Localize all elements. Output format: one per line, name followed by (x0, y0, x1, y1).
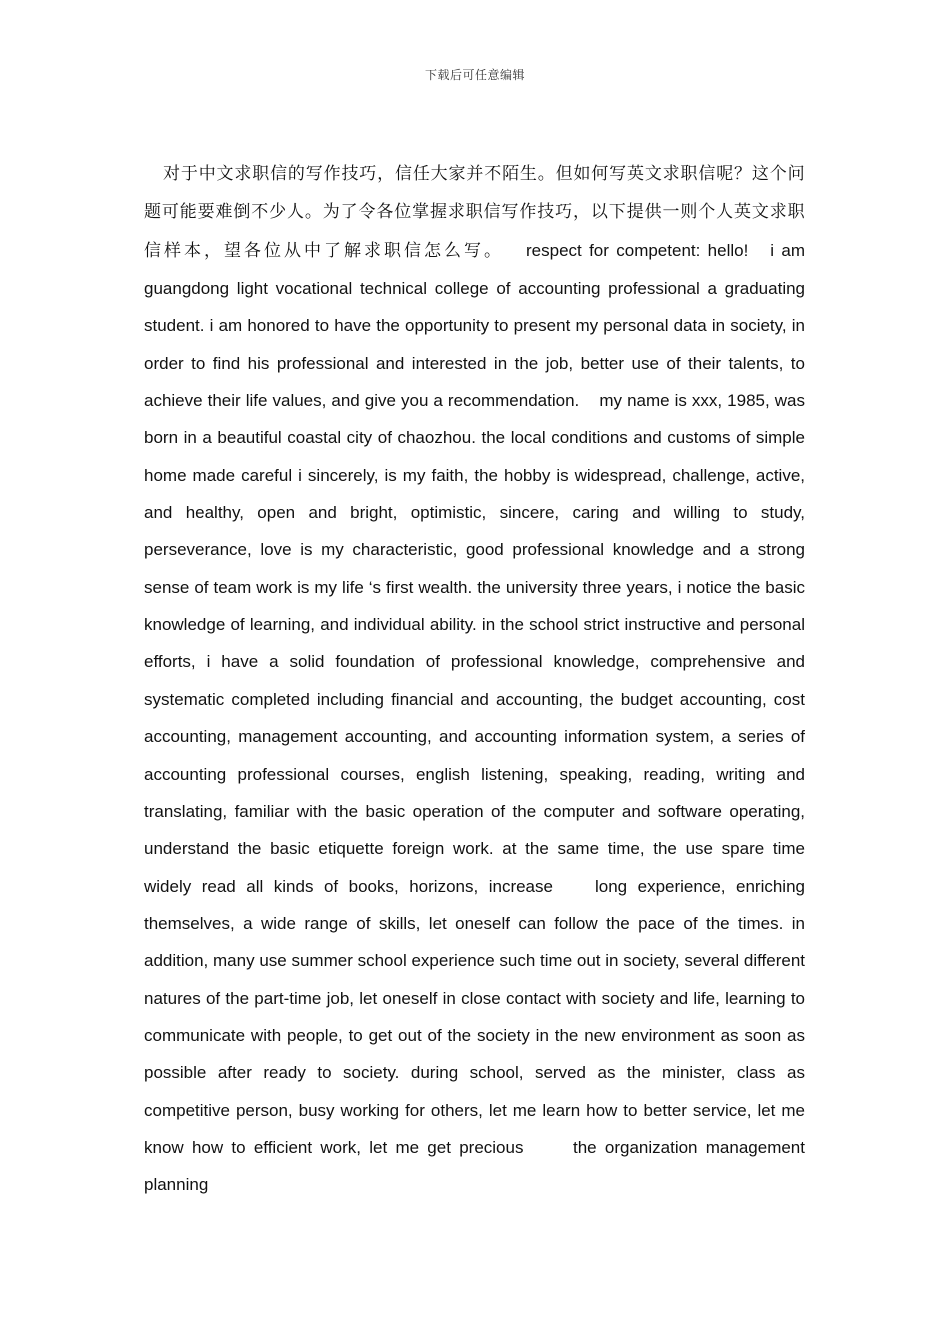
intro-paragraph-zh: 对于中文求职信的写作技巧，信任大家并不陌生。但如何写英文求职信呢？这个问题可能要难倒不少人。为了令各位掌握求职信写作技巧，以下提供一则个人英文求职信样本，望各位从中了解求职信怎么写。 (144, 164, 805, 261)
letter-body (144, 155, 810, 1204)
letter-text-en: respect for competent: hello! i am guangdong light vocational technical college of accounting professional a graduating student. i am honored to have the opportunity to present my personal data in society, in order to find his professional and interested in the job, better use of their talents, to achieve their life values, and give you a recommendation. my name is xxx, 1985, was born in a beautiful coastal city of chaozhou. the local conditions and customs of simple home made careful i sincerely, is my faith, the hobby is widespread, challenge, active, and healthy, open and bright, optimistic, sincere, caring and willing to study, perseverance, love is my characteristic, good professional knowledge and a strong sense of team work is my life ‘s first wealth. the university three years, i notice the basic knowledge of learning, and individual ability. in the school strict instructive and personal efforts, i have a solid foundation of professional knowledge, comprehensive and systematic completed including financial and accounting, the budget accounting, cost accounting, management accounting, and accounting information system, a series of accounting professional courses, english listening, speaking, reading, writing and translating, familiar with the basic operation of the computer and software operating, understand the basic etiquette foreign work. at the same time, the use spare time widely read all kinds of books, horizons, increase long experience, enriching themselves, a wide range of skills, let oneself can follow the pace of the times. in addition, many use summer school experience such time out in society, several different natures of the part-time job, let oneself in close contact with society and life, learning to communicate with people, to get out of the society in the new environment as soon as possible after ready to society. during school, served as the minister, class as competitive person, busy working for others, let me learn how to better service, let me know how to efficient work, let me get precious the organization management planning (144, 240, 810, 1195)
page-header-note: 下载后可任意编辑 (424, 68, 525, 82)
